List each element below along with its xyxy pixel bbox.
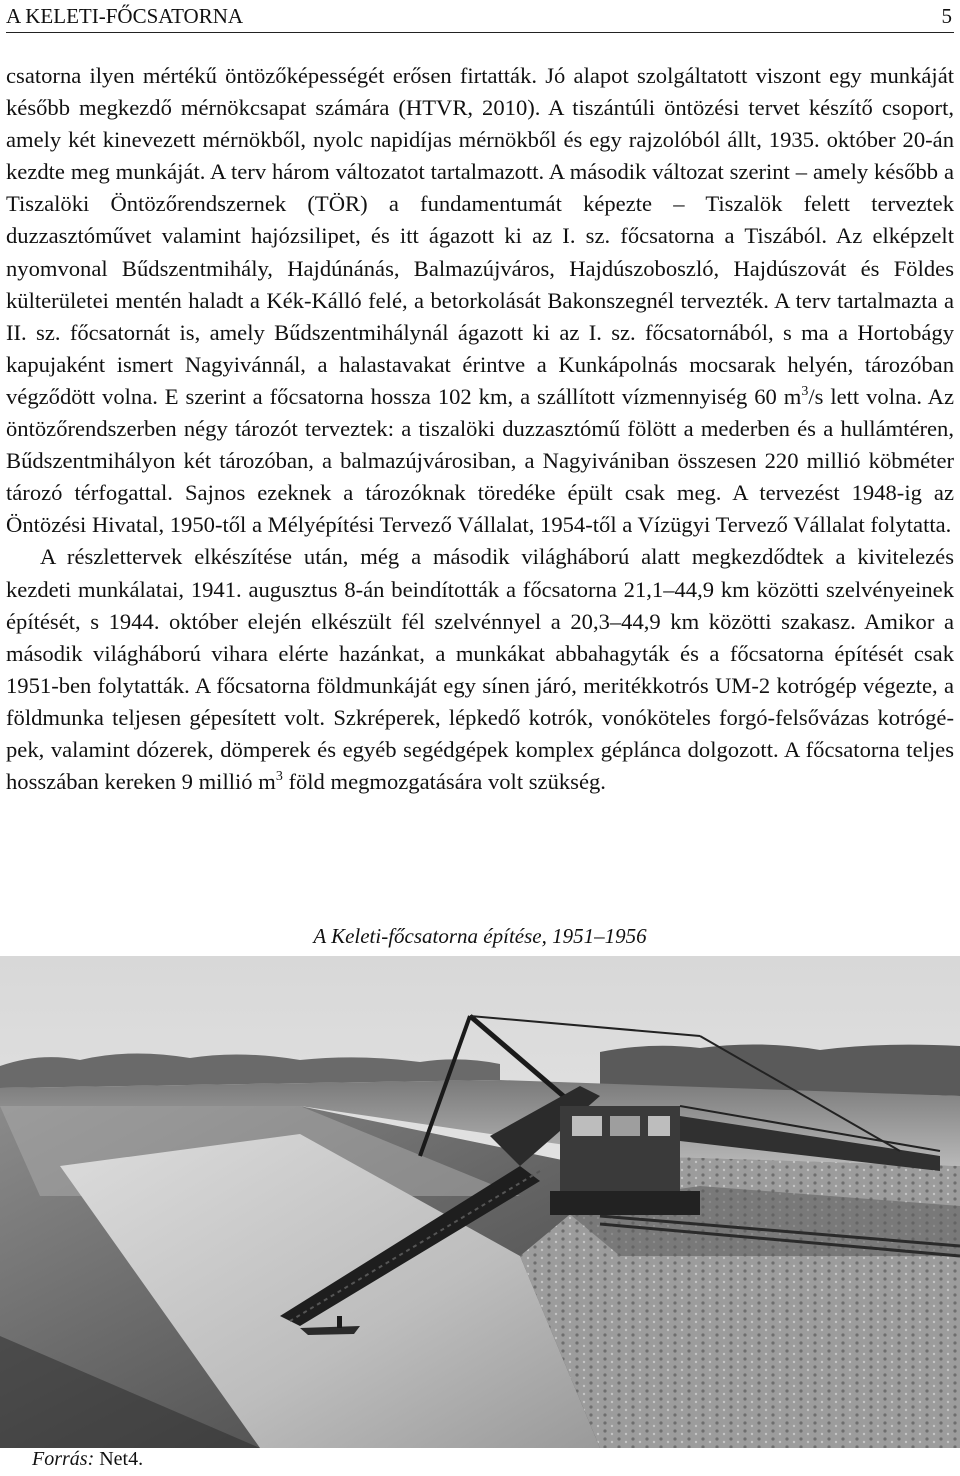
running-header [6, 2, 954, 33]
cubic-superscript: 3 [801, 383, 809, 399]
paragraph-text: föld megmozgatására volt szükség. [282, 769, 606, 795]
source-label: Forrás: [32, 1448, 95, 1470]
source-value: Net4. [94, 1448, 144, 1470]
paragraph-text: csatorna ilyen mértékű öntözőképességét erősen firtatták. Jó alapot szolgáltatott viszont egy munkáját később megkezdő mérnökcsapat számára (HTVR, 2010). A tiszántúli öntözési tervet készítő csoport, amely két kinevezett mérnökből, nyolc napidíjas mérnökből és egy rajzolóból állt, 1935. október 20-án kezdte meg munkáját. A terv három változatot tartalmazott. A második változat szerint – amely később a Tiszalöki Öntözőrendszernek (TÖR) a fundamentumát képezte – Tiszalök felett terveztek duzzasztóművet valamint hajózsilipet, és itt ágazott ki az I. sz. főcsatorna a Tiszából. Az elképzelt nyomvonal Bűdszentmihály, Hajdúnánás, Balmazújváros, Hajdúszoboszló, Hajdúszovát és Földes külterületei mentén haladt a Kék-Kálló felé, a betorkolását Bakonszegnél tervezték. A terv tartalmazta a II. sz. főcsatornát is, amely Bűdszentmihálynál ágazott ki az I. sz. főcsatornából, s ma a Hortobágy kapujaként ismert Nagyivánnál, a halastavakat érintve a Kunkápolnás mocsarak helyén, tározóban végződött volna. E szerint a főcsatorna hossza 102 km, a szállított vízmennyiség 60 m [6, 63, 954, 409]
paragraph-construction [6, 541, 954, 798]
paragraph-text: /s lett volna. Az öntözőrendszerben négy tározót terveztek: a tiszalöki duzzasztómű fölött a mederben és a hullámtéren, Bűdszentmihályon két tározóban, a balmazújvárosiban, a Nagyivániban összesen 220 millió köbméter tározó térfogattal. Sajnos ezeknek a tározóknak töredéke épült csak meg. A tervezést 1948-ig az Öntözési Hivatal, 1950-től a Mélyépítési Tervező Vállalat, 1954-től a Vízügyi Tervező Vállalat folytatta. [6, 383, 954, 538]
cubic-superscript: 3 [275, 769, 283, 785]
photo-source [32, 1448, 143, 1471]
canal-excavator-photo [0, 956, 960, 1448]
paragraph-text: A részlettervek elkészítése után, még a második világháború alatt megkezdődtek a kivitelezés kezdeti munkálatai, 1941. augusztus 8-án beindították a főcsatorna 21,1–44,9 km közötti szelvényeinek építését, s 1944. október elején elkészült fél szelvénnyel a 20,3–44,9 km közötti szakasz. Amikor a második világháború vihara elérte hazánkat, a munkákat abbahagyták és a főcsatorna építését csak 1951-ben folytatták. A főcsatorna földmunkáját egy sínen járó, meritékkotrós UM-2 kotrógép végezte, a földmunka teljesen gépesített volt. Szkréperek, lépkedő kotrók, vonóköteles forgó-felsővázas kotrógépek, valamint dózerek, dömperek és egyéb segédgépek komplex géplánca dolgozott. A főcsatorna teljes hosszában kereken 9 millió m [6, 544, 954, 795]
paragraph-history [6, 60, 954, 541]
header-title: A KELETI-FŐCSATORNA [6, 4, 244, 28]
body-text [6, 60, 954, 798]
figure-caption: A Keleti-főcsatorna építése, 1951–1956 [313, 924, 647, 948]
page-number: 5 [941, 4, 952, 28]
